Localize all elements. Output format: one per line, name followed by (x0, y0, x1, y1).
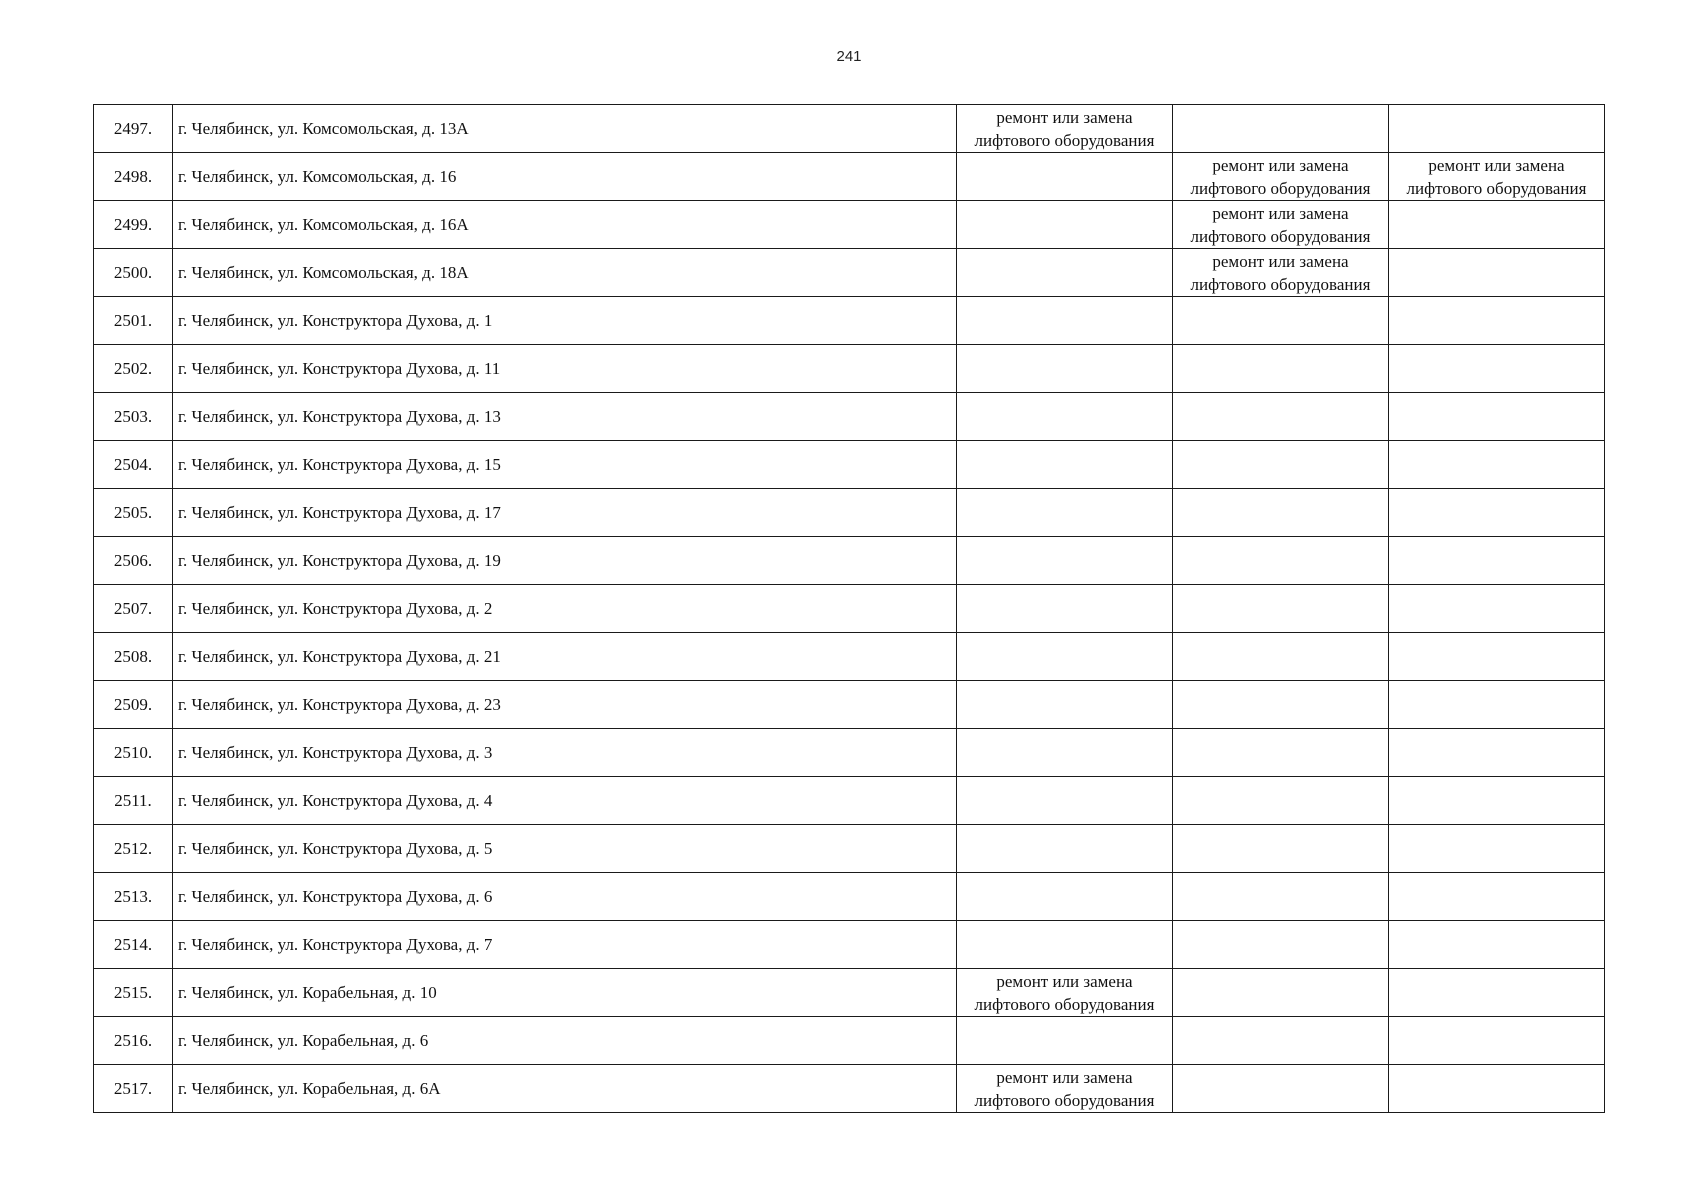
table-row (94, 585, 1605, 633)
row-number-cell: 2511. (94, 777, 173, 825)
address-cell: г. Челябинск, ул. Комсомольская, д. 13А (173, 105, 957, 153)
row-number-cell: 2509. (94, 681, 173, 729)
address-cell: г. Челябинск, ул. Конструктора Духова, д. 11 (173, 345, 957, 393)
table-row (94, 537, 1605, 585)
work-period-3-cell (1389, 969, 1605, 1017)
row-number-cell: 2497. (94, 105, 173, 153)
work-period-1-cell (957, 873, 1173, 921)
row-number-cell: 2506. (94, 537, 173, 585)
address-cell: г. Челябинск, ул. Конструктора Духова, д. 4 (173, 777, 957, 825)
address-cell: г. Челябинск, ул. Комсомольская, д. 16 (173, 153, 957, 201)
row-number-cell: 2504. (94, 441, 173, 489)
work-period-3-cell (1389, 489, 1605, 537)
work-period-2-cell (1173, 537, 1389, 585)
work-period-3-cell (1389, 921, 1605, 969)
address-cell: г. Челябинск, ул. Конструктора Духова, д. 3 (173, 729, 957, 777)
work-period-3-cell (1389, 537, 1605, 585)
work-period-1-cell (957, 921, 1173, 969)
table-row (94, 105, 1605, 153)
work-period-1-cell (957, 153, 1173, 201)
work-period-2-cell (1173, 729, 1389, 777)
work-period-2-cell (1173, 969, 1389, 1017)
work-period-3-cell: ремонт или замена лифтового оборудования (1389, 153, 1605, 201)
work-period-2-cell: ремонт или замена лифтового оборудования (1173, 153, 1389, 201)
table-row (94, 153, 1605, 201)
work-period-2-cell: ремонт или замена лифтового оборудования (1173, 201, 1389, 249)
row-number-cell: 2514. (94, 921, 173, 969)
address-cell: г. Челябинск, ул. Конструктора Духова, д. 15 (173, 441, 957, 489)
row-number-cell: 2512. (94, 825, 173, 873)
work-period-3-cell (1389, 201, 1605, 249)
work-period-1-cell (957, 489, 1173, 537)
work-period-1-cell (957, 249, 1173, 297)
address-cell: г. Челябинск, ул. Конструктора Духова, д. 17 (173, 489, 957, 537)
work-period-1-cell (957, 633, 1173, 681)
address-cell: г. Челябинск, ул. Конструктора Духова, д. 5 (173, 825, 957, 873)
row-number-cell: 2515. (94, 969, 173, 1017)
work-period-1-cell: ремонт или замена лифтового оборудования (957, 969, 1173, 1017)
address-cell: г. Челябинск, ул. Корабельная, д. 10 (173, 969, 957, 1017)
table-row (94, 345, 1605, 393)
work-period-3-cell (1389, 297, 1605, 345)
row-number-cell: 2513. (94, 873, 173, 921)
work-period-1-cell (957, 297, 1173, 345)
work-period-3-cell (1389, 825, 1605, 873)
work-period-1-cell (957, 825, 1173, 873)
row-number-cell: 2498. (94, 153, 173, 201)
address-cell: г. Челябинск, ул. Конструктора Духова, д. 13 (173, 393, 957, 441)
work-period-1-cell (957, 345, 1173, 393)
work-period-2-cell (1173, 681, 1389, 729)
address-cell: г. Челябинск, ул. Корабельная, д. 6А (173, 1065, 957, 1113)
register-table (93, 104, 1605, 1113)
work-period-1-cell: ремонт или замена лифтового оборудования (957, 105, 1173, 153)
work-period-1-cell (957, 1017, 1173, 1065)
table-row (94, 1065, 1605, 1113)
table-row (94, 825, 1605, 873)
register-table-body (94, 105, 1605, 1113)
work-period-2-cell (1173, 777, 1389, 825)
address-cell: г. Челябинск, ул. Конструктора Духова, д. 6 (173, 873, 957, 921)
work-period-3-cell (1389, 441, 1605, 489)
work-period-3-cell (1389, 249, 1605, 297)
address-cell: г. Челябинск, ул. Комсомольская, д. 18А (173, 249, 957, 297)
work-period-2-cell (1173, 105, 1389, 153)
table-row (94, 1017, 1605, 1065)
table-row (94, 297, 1605, 345)
work-period-2-cell (1173, 297, 1389, 345)
row-number-cell: 2503. (94, 393, 173, 441)
work-period-1-cell (957, 681, 1173, 729)
work-period-1-cell (957, 777, 1173, 825)
work-period-3-cell (1389, 393, 1605, 441)
table-row (94, 729, 1605, 777)
work-period-2-cell (1173, 489, 1389, 537)
work-period-3-cell (1389, 585, 1605, 633)
work-period-3-cell (1389, 729, 1605, 777)
row-number-cell: 2502. (94, 345, 173, 393)
work-period-3-cell (1389, 873, 1605, 921)
work-period-1-cell (957, 441, 1173, 489)
work-period-2-cell (1173, 441, 1389, 489)
work-period-2-cell (1173, 393, 1389, 441)
row-number-cell: 2501. (94, 297, 173, 345)
address-cell: г. Челябинск, ул. Конструктора Духова, д. 21 (173, 633, 957, 681)
table-row (94, 441, 1605, 489)
work-period-2-cell (1173, 345, 1389, 393)
page-number: 241 (836, 48, 862, 65)
row-number-cell: 2505. (94, 489, 173, 537)
work-period-3-cell (1389, 633, 1605, 681)
work-period-3-cell (1389, 345, 1605, 393)
table-row (94, 777, 1605, 825)
address-cell: г. Челябинск, ул. Конструктора Духова, д. 19 (173, 537, 957, 585)
row-number-cell: 2499. (94, 201, 173, 249)
table-row (94, 681, 1605, 729)
work-period-2-cell: ремонт или замена лифтового оборудования (1173, 249, 1389, 297)
work-period-2-cell (1173, 1065, 1389, 1113)
work-period-2-cell (1173, 873, 1389, 921)
address-cell: г. Челябинск, ул. Конструктора Духова, д. 1 (173, 297, 957, 345)
work-period-2-cell (1173, 585, 1389, 633)
work-period-1-cell (957, 537, 1173, 585)
work-period-3-cell (1389, 105, 1605, 153)
table-row (94, 633, 1605, 681)
row-number-cell: 2510. (94, 729, 173, 777)
row-number-cell: 2516. (94, 1017, 173, 1065)
address-cell: г. Челябинск, ул. Корабельная, д. 6 (173, 1017, 957, 1065)
address-cell: г. Челябинск, ул. Конструктора Духова, д. 7 (173, 921, 957, 969)
table-row (94, 489, 1605, 537)
table-row (94, 249, 1605, 297)
table-row (94, 921, 1605, 969)
row-number-cell: 2508. (94, 633, 173, 681)
work-period-3-cell (1389, 1065, 1605, 1113)
table-row (94, 873, 1605, 921)
row-number-cell: 2507. (94, 585, 173, 633)
work-period-2-cell (1173, 1017, 1389, 1065)
work-period-3-cell (1389, 777, 1605, 825)
row-number-cell: 2500. (94, 249, 173, 297)
table-row (94, 201, 1605, 249)
work-period-2-cell (1173, 633, 1389, 681)
work-period-3-cell (1389, 681, 1605, 729)
work-period-1-cell (957, 393, 1173, 441)
work-period-2-cell (1173, 921, 1389, 969)
table-row (94, 969, 1605, 1017)
address-cell: г. Челябинск, ул. Комсомольская, д. 16А (173, 201, 957, 249)
work-period-3-cell (1389, 1017, 1605, 1065)
work-period-1-cell (957, 729, 1173, 777)
work-period-1-cell (957, 201, 1173, 249)
address-cell: г. Челябинск, ул. Конструктора Духова, д. 2 (173, 585, 957, 633)
work-period-1-cell: ремонт или замена лифтового оборудования (957, 1065, 1173, 1113)
work-period-1-cell (957, 585, 1173, 633)
row-number-cell: 2517. (94, 1065, 173, 1113)
work-period-2-cell (1173, 825, 1389, 873)
table-row (94, 393, 1605, 441)
address-cell: г. Челябинск, ул. Конструктора Духова, д. 23 (173, 681, 957, 729)
